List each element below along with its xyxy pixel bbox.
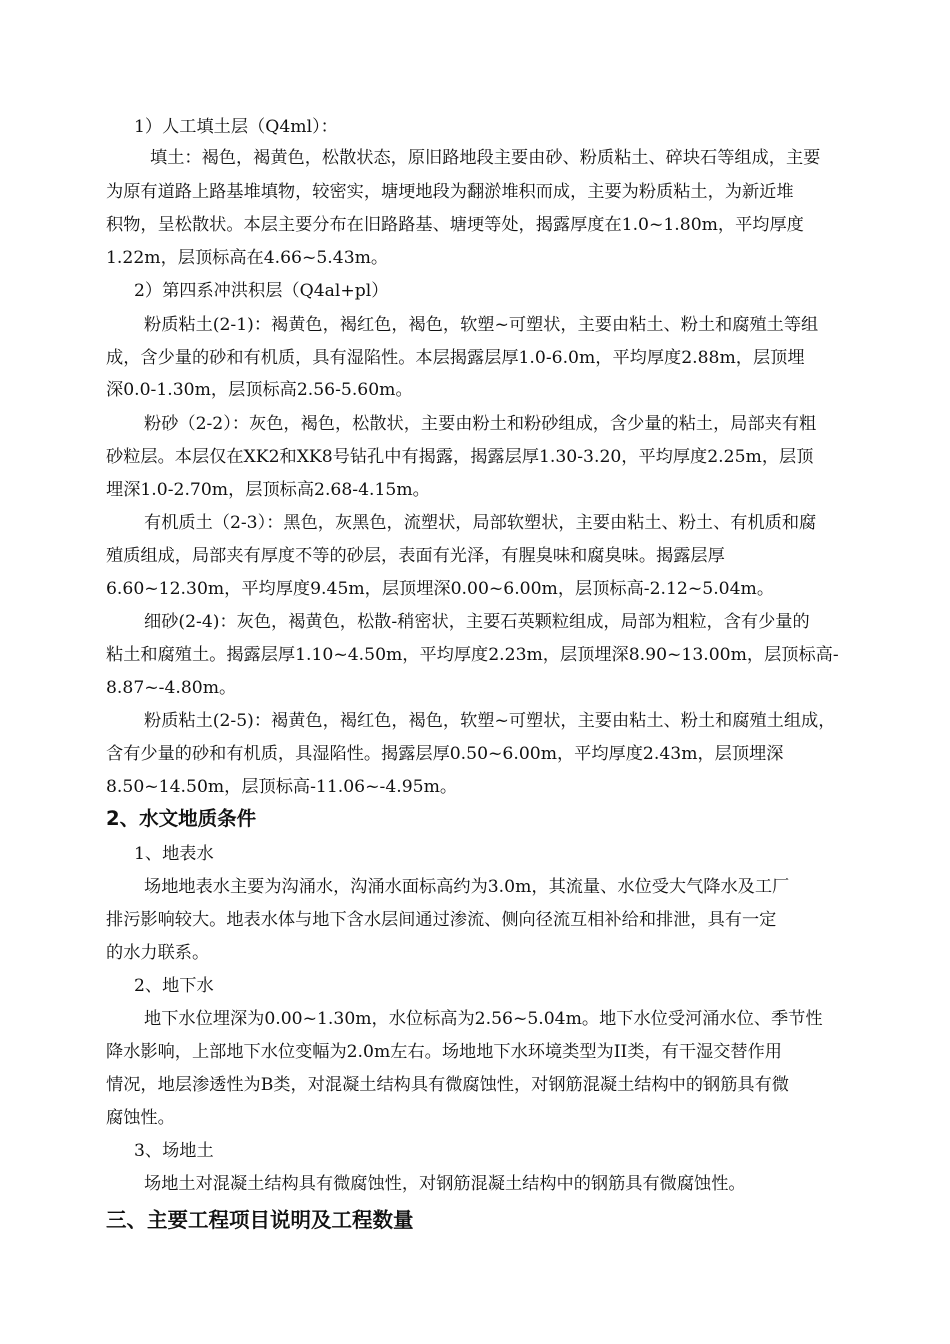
- surface-water-line-2: 排污影响较大。地表水体与地下含水层间通过渗流、侧向径流互相补给和排泄，具有一定: [106, 910, 777, 930]
- silty-clay-2-5-line-2: 含有少量的砂和有机质，具湿陷性。揭露层厚0.50~6.00m，平均厚度2.43m，层顶埋深: [106, 744, 784, 764]
- silty-sand-2-2-line-3: 埋深1.0-2.70m，层顶标高2.68-4.15m。: [106, 480, 430, 500]
- fill-soil-line-1: 填土：褐色，褐黄色，松散状态，原旧路地段主要由砂、粉质粘土、碎块石等组成，主要: [150, 148, 821, 168]
- silty-sand-2-2-line-2: 砂粒层。本层仅在XK2和XK8号钻孔中有揭露，揭露层厚1.30-3.20，平均厚度2.25m，层顶: [106, 447, 814, 467]
- fine-sand-2-4-line-1: 细砂(2-4)：灰色，褐黄色，松散-稍密状，主要石英颗粒组成，局部为粗粒，含有少量的: [144, 612, 810, 632]
- surface-water-line-3: 的水力联系。: [106, 943, 210, 963]
- silty-clay-2-5-line-1: 粉质粘土(2-5)：褐黄色，褐红色，褐色，软塑~可塑状，主要由粘土、粉土和腐殖土组成，: [144, 711, 836, 731]
- fill-soil-line-2: 为原有道路上路基堆填物，较密实，塘埂地段为翻淤堆积而成，主要为粉质粘土，为新近堆: [106, 182, 794, 202]
- fine-sand-2-4-line-2: 粘土和腐殖土。揭露层厚1.10~4.50m，平均厚度2.23m，层顶埋深8.90~13.00m，层顶标高-: [106, 645, 839, 665]
- layer1-heading: 1）人工填土层（Q4ml）：: [134, 117, 338, 137]
- organic-soil-2-3-line-2: 殖质组成，局部夹有厚度不等的砂层，表面有光泽，有腥臭味和腐臭味。揭露层厚: [106, 546, 725, 566]
- silty-clay-2-1-line-2: 成，含少量的砂和有机质，具有湿陷性。本层揭露层厚1.0-6.0m，平均厚度2.88m，层顶埋: [106, 348, 805, 368]
- silty-clay-2-1-line-3: 深0.0-1.30m，层顶标高2.56-5.60m。: [106, 380, 413, 400]
- layer2-heading: 2）第四系冲洪积层（Q4al+pl）: [134, 281, 389, 301]
- fill-soil-line-4: 1.22m，层顶标高在4.66~5.43m。: [106, 248, 389, 268]
- organic-soil-2-3-line-3: 6.60~12.30m，平均厚度9.45m，层顶埋深0.00~6.00m，层顶标高-2.12~5.04m。: [106, 579, 775, 599]
- fill-soil-line-3: 积物，呈松散状。本层主要分布在旧路路基、塘埂等处，揭露厚度在1.0~1.80m，平均厚度: [106, 215, 804, 235]
- section-2-title: 2、水文地质条件: [106, 807, 257, 830]
- silty-clay-2-5-line-3: 8.50~14.50m，层顶标高-11.06~-4.95m。: [106, 777, 458, 797]
- silty-clay-2-1-line-1: 粉质粘土(2-1)：褐黄色，褐红色，褐色，软塑~可塑状，主要由粘土、粉土和腐殖土等组: [144, 315, 819, 335]
- groundwater-line-2: 降水影响，上部地下水位变幅为2.0m左右。场地地下水环境类型为II类，有干湿交替作用: [106, 1042, 782, 1062]
- organic-soil-2-3-line-1: 有机质土（2-3）：黑色，灰黑色，流塑状，局部软塑状，主要由粘土、粉土、有机质和腐: [144, 513, 817, 533]
- site-soil-heading: 3、场地土: [134, 1141, 214, 1161]
- section-3-title: 三、主要工程项目说明及工程数量: [106, 1208, 414, 1232]
- groundwater-line-3: 情况，地层渗透性为B类，对混凝土结构具有微腐蚀性，对钢筋混凝土结构中的钢筋具有微: [106, 1075, 789, 1095]
- site-soil-line-1: 场地土对混凝土结构具有微腐蚀性，对钢筋混凝土结构中的钢筋具有微腐蚀性。: [144, 1174, 746, 1194]
- groundwater-line-1: 地下水位埋深为0.00~1.30m，水位标高为2.56~5.04m。地下水位受河涌水位、季节性: [144, 1009, 823, 1029]
- groundwater-heading: 2、地下水: [134, 976, 214, 996]
- surface-water-line-1: 场地地表水主要为沟涌水，沟涌水面标高约为3.0m，其流量、水位受大气降水及工厂: [144, 877, 790, 897]
- surface-water-heading: 1、地表水: [134, 844, 214, 864]
- fine-sand-2-4-line-3: 8.87~-4.80m。: [106, 678, 237, 698]
- groundwater-line-4: 腐蚀性。: [106, 1108, 175, 1128]
- silty-sand-2-2-line-1: 粉砂（2-2）：灰色，褐色，松散状，主要由粉土和粉砂组成，含少量的粘土，局部夹有粗: [144, 414, 817, 434]
